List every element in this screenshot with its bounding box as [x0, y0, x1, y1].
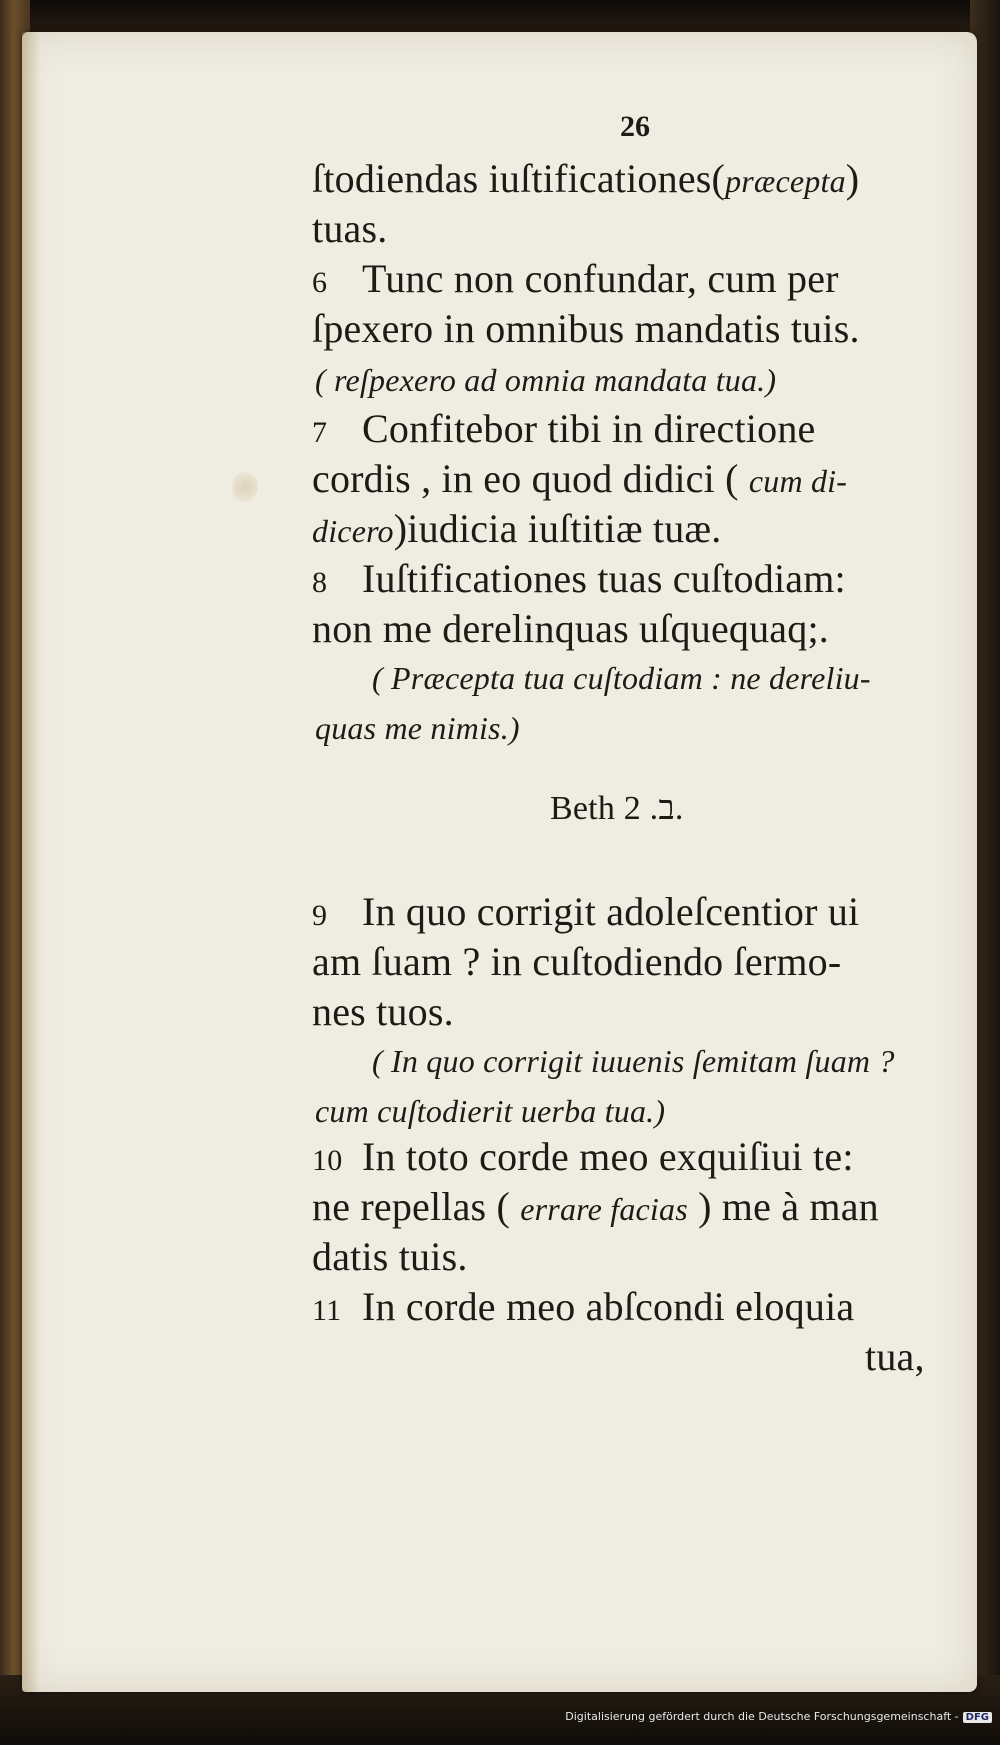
verse-line: [312, 1133, 854, 1180]
italic-gloss: errare facias: [520, 1191, 688, 1227]
text-span: cordis , in eo quod didici (: [312, 456, 749, 501]
text-span: nes tuos.: [312, 989, 454, 1034]
verse-number: 10: [312, 1144, 343, 1177]
text-span: ſtodiendas iuſtificationes(: [312, 156, 726, 201]
text-span: Confitebor tibi in directione: [362, 406, 816, 451]
text-span: cum cuſtodierit uerba tua.): [315, 1093, 666, 1129]
verse-number: 11: [312, 1294, 342, 1327]
text-span: ( In quo corrigit iuuenis ſemitam ſuam ?: [372, 1043, 895, 1079]
text-span: Iuſtificationes tuas cuſtodiam:: [362, 556, 846, 601]
text-span: Beth ב. 2.: [550, 790, 684, 827]
text-line: [312, 305, 860, 352]
italic-gloss-line: [372, 660, 871, 697]
dfg-logo: DFG: [963, 1712, 992, 1723]
verse-line: [312, 1283, 854, 1330]
verse-line: [312, 405, 815, 452]
text-line: [312, 988, 454, 1035]
text-line: [312, 205, 387, 252]
text-span: tuas.: [312, 206, 388, 251]
verse-line: [312, 255, 839, 302]
text-line: [312, 1183, 879, 1230]
italic-gloss: cum di-: [748, 463, 848, 499]
text-span: tua,: [865, 1334, 925, 1379]
text-span: ): [845, 156, 860, 201]
text-span: am ſuam ? in cuſtodiendo ſermo-: [312, 939, 842, 984]
section-heading: [550, 790, 684, 828]
text-line: [312, 605, 829, 652]
italic-gloss-line: [315, 710, 520, 747]
text-span: In toto corde meo exquiſiui te:: [362, 1134, 854, 1179]
text-span: datis tuis.: [312, 1234, 468, 1279]
text-span: In corde meo abſcondi eloquia: [362, 1284, 855, 1329]
italic-gloss: præcepta: [725, 163, 846, 199]
text-span: quas me nimis.): [315, 710, 520, 746]
text-line: [312, 505, 722, 552]
text-span: Tunc non confundar, cum per: [362, 256, 839, 301]
text-span: ne repellas (: [312, 1184, 521, 1229]
text-span: ( Præcepta tua cuſtodiam : ne dereliu-: [372, 660, 871, 696]
text-span: ) me à man: [687, 1184, 879, 1229]
text-span: ( reſpexero ad omnia mandata tua.): [315, 362, 777, 398]
catchword: [865, 1333, 925, 1380]
credit-text: Digitalisierung gefördert durch die Deutsche Forschungsgemeinschaft -: [565, 1710, 959, 1723]
verse-number: 9: [312, 899, 328, 932]
verse-number: 8: [312, 566, 328, 599]
text-span: ſpexero in omnibus mandatis tuis.: [312, 306, 860, 351]
italic-gloss: dicero: [312, 513, 394, 549]
verse-number: 7: [312, 416, 328, 449]
text-line: [312, 1233, 468, 1280]
italic-gloss-line: [315, 1093, 665, 1130]
italic-gloss-line: [372, 1043, 895, 1080]
text-span: )iudicia iuſtitiæ tuæ.: [393, 506, 722, 551]
verse-line: [312, 555, 846, 602]
text-line: [312, 455, 847, 502]
text-line: [312, 155, 859, 202]
verse-line: [312, 888, 859, 935]
paper-stain: [232, 472, 258, 502]
text-line: [312, 938, 841, 985]
text-span: non me derelinquas uſquequaq;.: [312, 606, 829, 651]
italic-gloss-line: [315, 362, 776, 399]
digitization-credit: [565, 1710, 992, 1723]
text-span: In quo corrigit adoleſcentior ui: [362, 889, 860, 934]
page-number: 26: [620, 110, 650, 143]
verse-number: 6: [312, 266, 328, 299]
